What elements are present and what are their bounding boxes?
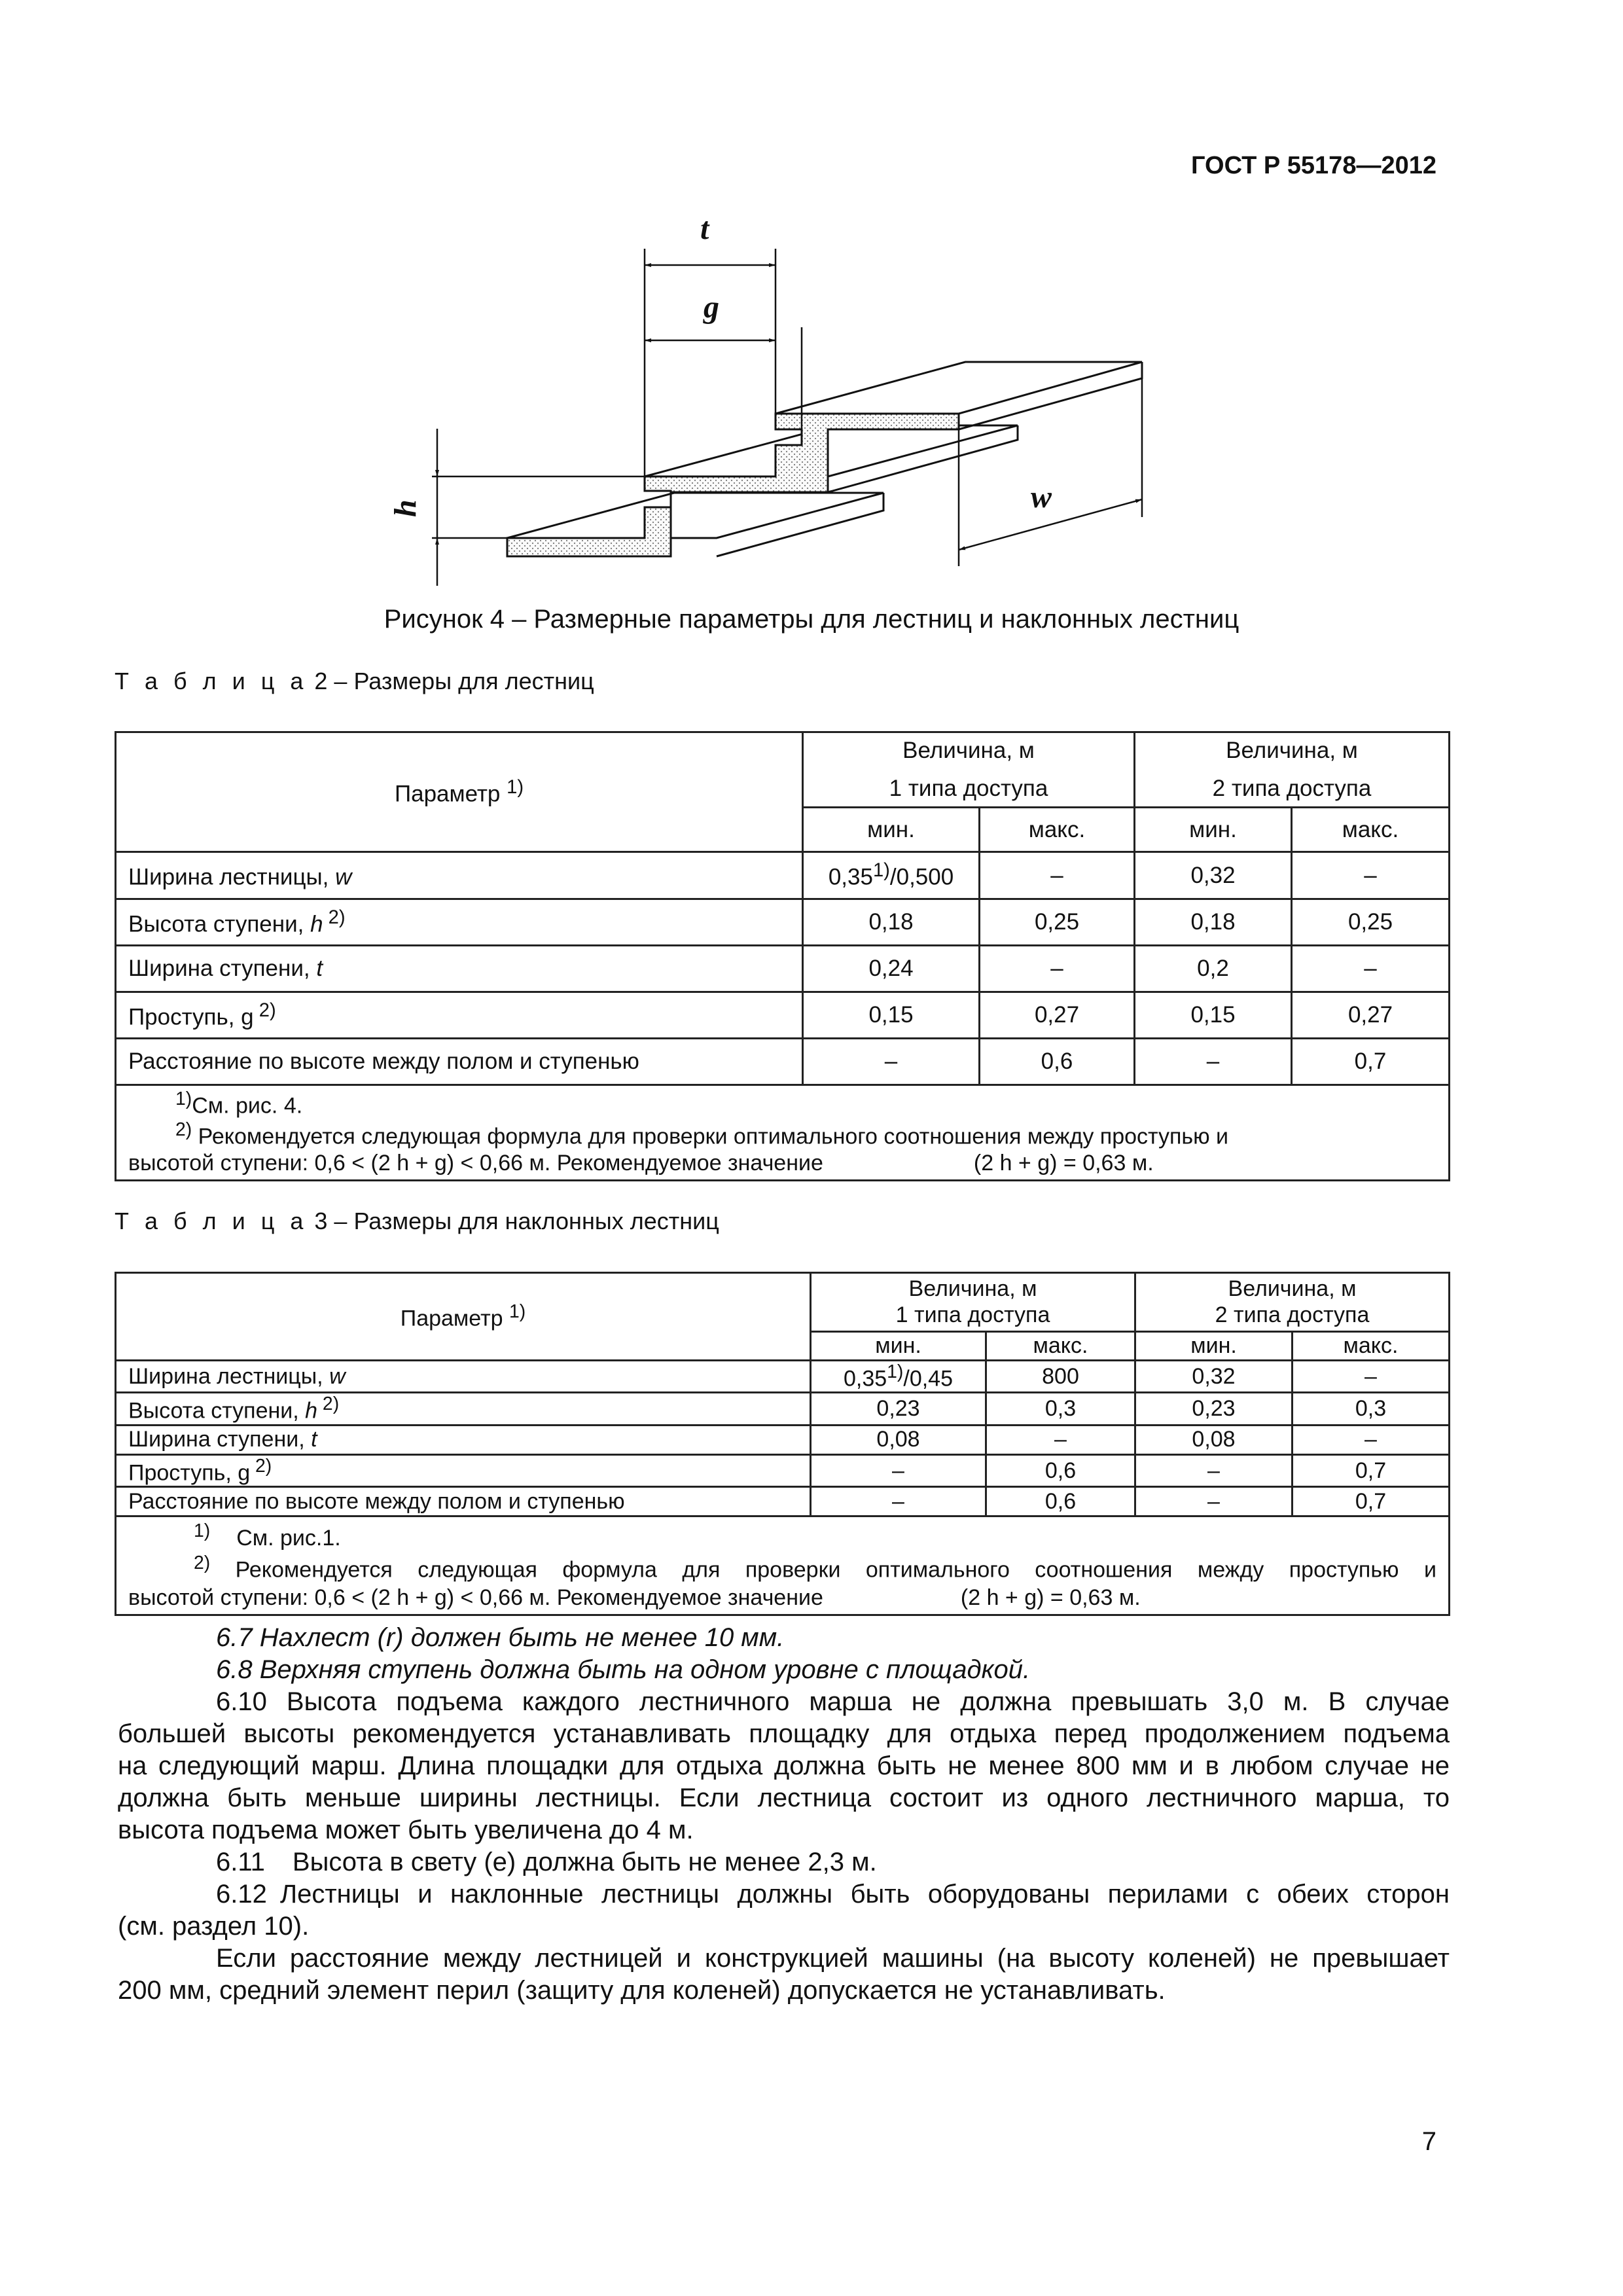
table-notes: $^{1)}$См. рис. 4. $^{2)}$ Рекомендуется следующая формула для проверки оптимального соотношения между проступью и высотой ступени: 0,6 < (2 h + g) < 0,66 м. Рекомендуемое значение (2 h + g) = 0,63 м. (116, 1085, 1450, 1181)
table-row: Расстояние по высоте между полом и ступенью – 0,6 – 0,7 (116, 1039, 1450, 1085)
table2-caption: Т а б л и ц а 2 – Размеры для лестниц (115, 668, 594, 694)
sub-min-1: мин. (811, 1332, 986, 1361)
table-3 (115, 1272, 1450, 1616)
table-row: Ширина ступени, t 0,08 – 0,08 – (116, 1425, 1450, 1454)
clause-6-8: 6.8 Верхняя ступень должна быть на одном уровне с площадкой. (216, 1655, 1031, 1684)
table-notes: $^{1)}$ См. рис.1. $^{2)}$ Рекомендуется следующая формула для проверки оптимального соотношения между проступью и высотой ступени: 0,6 < (2 h + g) < 0,66 м. Рекомендуемое значение (2 h + g) = 0,63 м. (116, 1516, 1450, 1615)
table-row: Расстояние по высоте между полом и ступенью – 0,6 – 0,7 (116, 1487, 1450, 1516)
table-row: Ширина лестницы, w 0,35$^{1)}$/0,500 – 0,32 – (116, 852, 1450, 899)
clause-6-10-line1: 6.10 Высота подъема каждого лестничного марша не должна превышать 3,0 м. В случае (216, 1687, 1450, 1716)
middle-tread (645, 425, 1018, 476)
stair-dimension-figure (366, 209, 1185, 602)
table-row: Проступь, g $^{2)}$ – 0,6 – 0,7 (116, 1454, 1450, 1486)
table-row: Ширина ступени, t 0,24 – 0,2 – (116, 946, 1450, 992)
sub-max-2: макс. (1292, 808, 1450, 852)
page-number: 7 (1421, 2127, 1436, 2156)
label-w: w (1031, 480, 1052, 514)
figure-caption: Рисунок 4 – Размерные параметры для лестниц и наклонных лестниц (383, 605, 1240, 634)
param-header: Параметр $^{1)}$ (116, 732, 803, 852)
sub-min-2: мин. (1135, 808, 1292, 852)
clause-6-7: 6.7 Нахлест (r) должен быть не менее 10 мм. (216, 1623, 785, 1652)
label-h: h (388, 499, 423, 517)
group2-header: Величина, м 2 типа доступа (1135, 1273, 1450, 1332)
clause-6-10-line3: на следующий марш. Длина площадки для отдыха должна быть не менее 800 мм и в любом случае не (118, 1751, 1450, 1780)
lower-tread (507, 493, 883, 538)
extra-paragraph-line2: 200 мм, средний элемент перил (защиту для коленей) допускается не устанавливать. (118, 1976, 1166, 2005)
clause-6-12-line1: 6.12 Лестницы и наклонные лестницы должны быть оборудованы перилами с обеих сторон (216, 1880, 1450, 1909)
clause-6-12-line2: (см. раздел 10). (118, 1912, 310, 1941)
group2-header: Величина, м 2 типа доступа (1135, 732, 1450, 808)
extra-paragraph-line1: Если расстояние между лестницей и конструкцией машины (на высоту коленей) не превышает (216, 1944, 1450, 1973)
group1-header: Величина, м 1 типа доступа (803, 732, 1135, 808)
table-2 (115, 731, 1450, 1181)
clause-6-10-line5: высота подъема может быть увеличена до 4 м. (118, 1816, 694, 1844)
upper-tread (776, 362, 1142, 414)
table-row: Ширина лестницы, w 0,35$^{1)}$/0,45 800 0,32 – (116, 1361, 1450, 1393)
clause-text (118, 1622, 1450, 2007)
table3-caption: Т а б л и ц а 3 – Размеры для наклонных лестниц (115, 1208, 719, 1234)
sub-min-1: мин. (803, 808, 980, 852)
group1-header: Величина, м 1 типа доступа (811, 1273, 1135, 1332)
sub-min-2: мин. (1135, 1332, 1293, 1361)
sub-max-1: макс. (980, 808, 1135, 852)
clause-6-11: 6.11 Высота в свету (е) должна быть не менее 2,3 м. (216, 1848, 877, 1876)
table-row: Высота ступени, h $^{2)}$ 0,23 0,3 0,23 0,3 (116, 1393, 1450, 1425)
table-row: Проступь, g $^{2)}$ 0,15 0,27 0,15 0,27 (116, 992, 1450, 1039)
clause-6-10-line4: должна быть меньше ширины лестницы. Если лестница состоит из одного лестничного марша, то (118, 1784, 1450, 1812)
clause-6-10-line2: большей высоты рекомендуется устанавливать площадку для отдыха перед продолжением подъема (118, 1719, 1450, 1748)
param-header: Параметр $^{1)}$ (116, 1273, 811, 1361)
sub-max-2: макс. (1293, 1332, 1450, 1361)
sub-max-1: макс. (986, 1332, 1135, 1361)
label-t: t (700, 211, 709, 246)
document-header: ГОСТ Р 55178—2012 (1191, 152, 1436, 179)
label-g: g (704, 290, 719, 325)
table-row: Высота ступени, h $^{2)}$ 0,18 0,25 0,18 0,25 (116, 899, 1450, 946)
